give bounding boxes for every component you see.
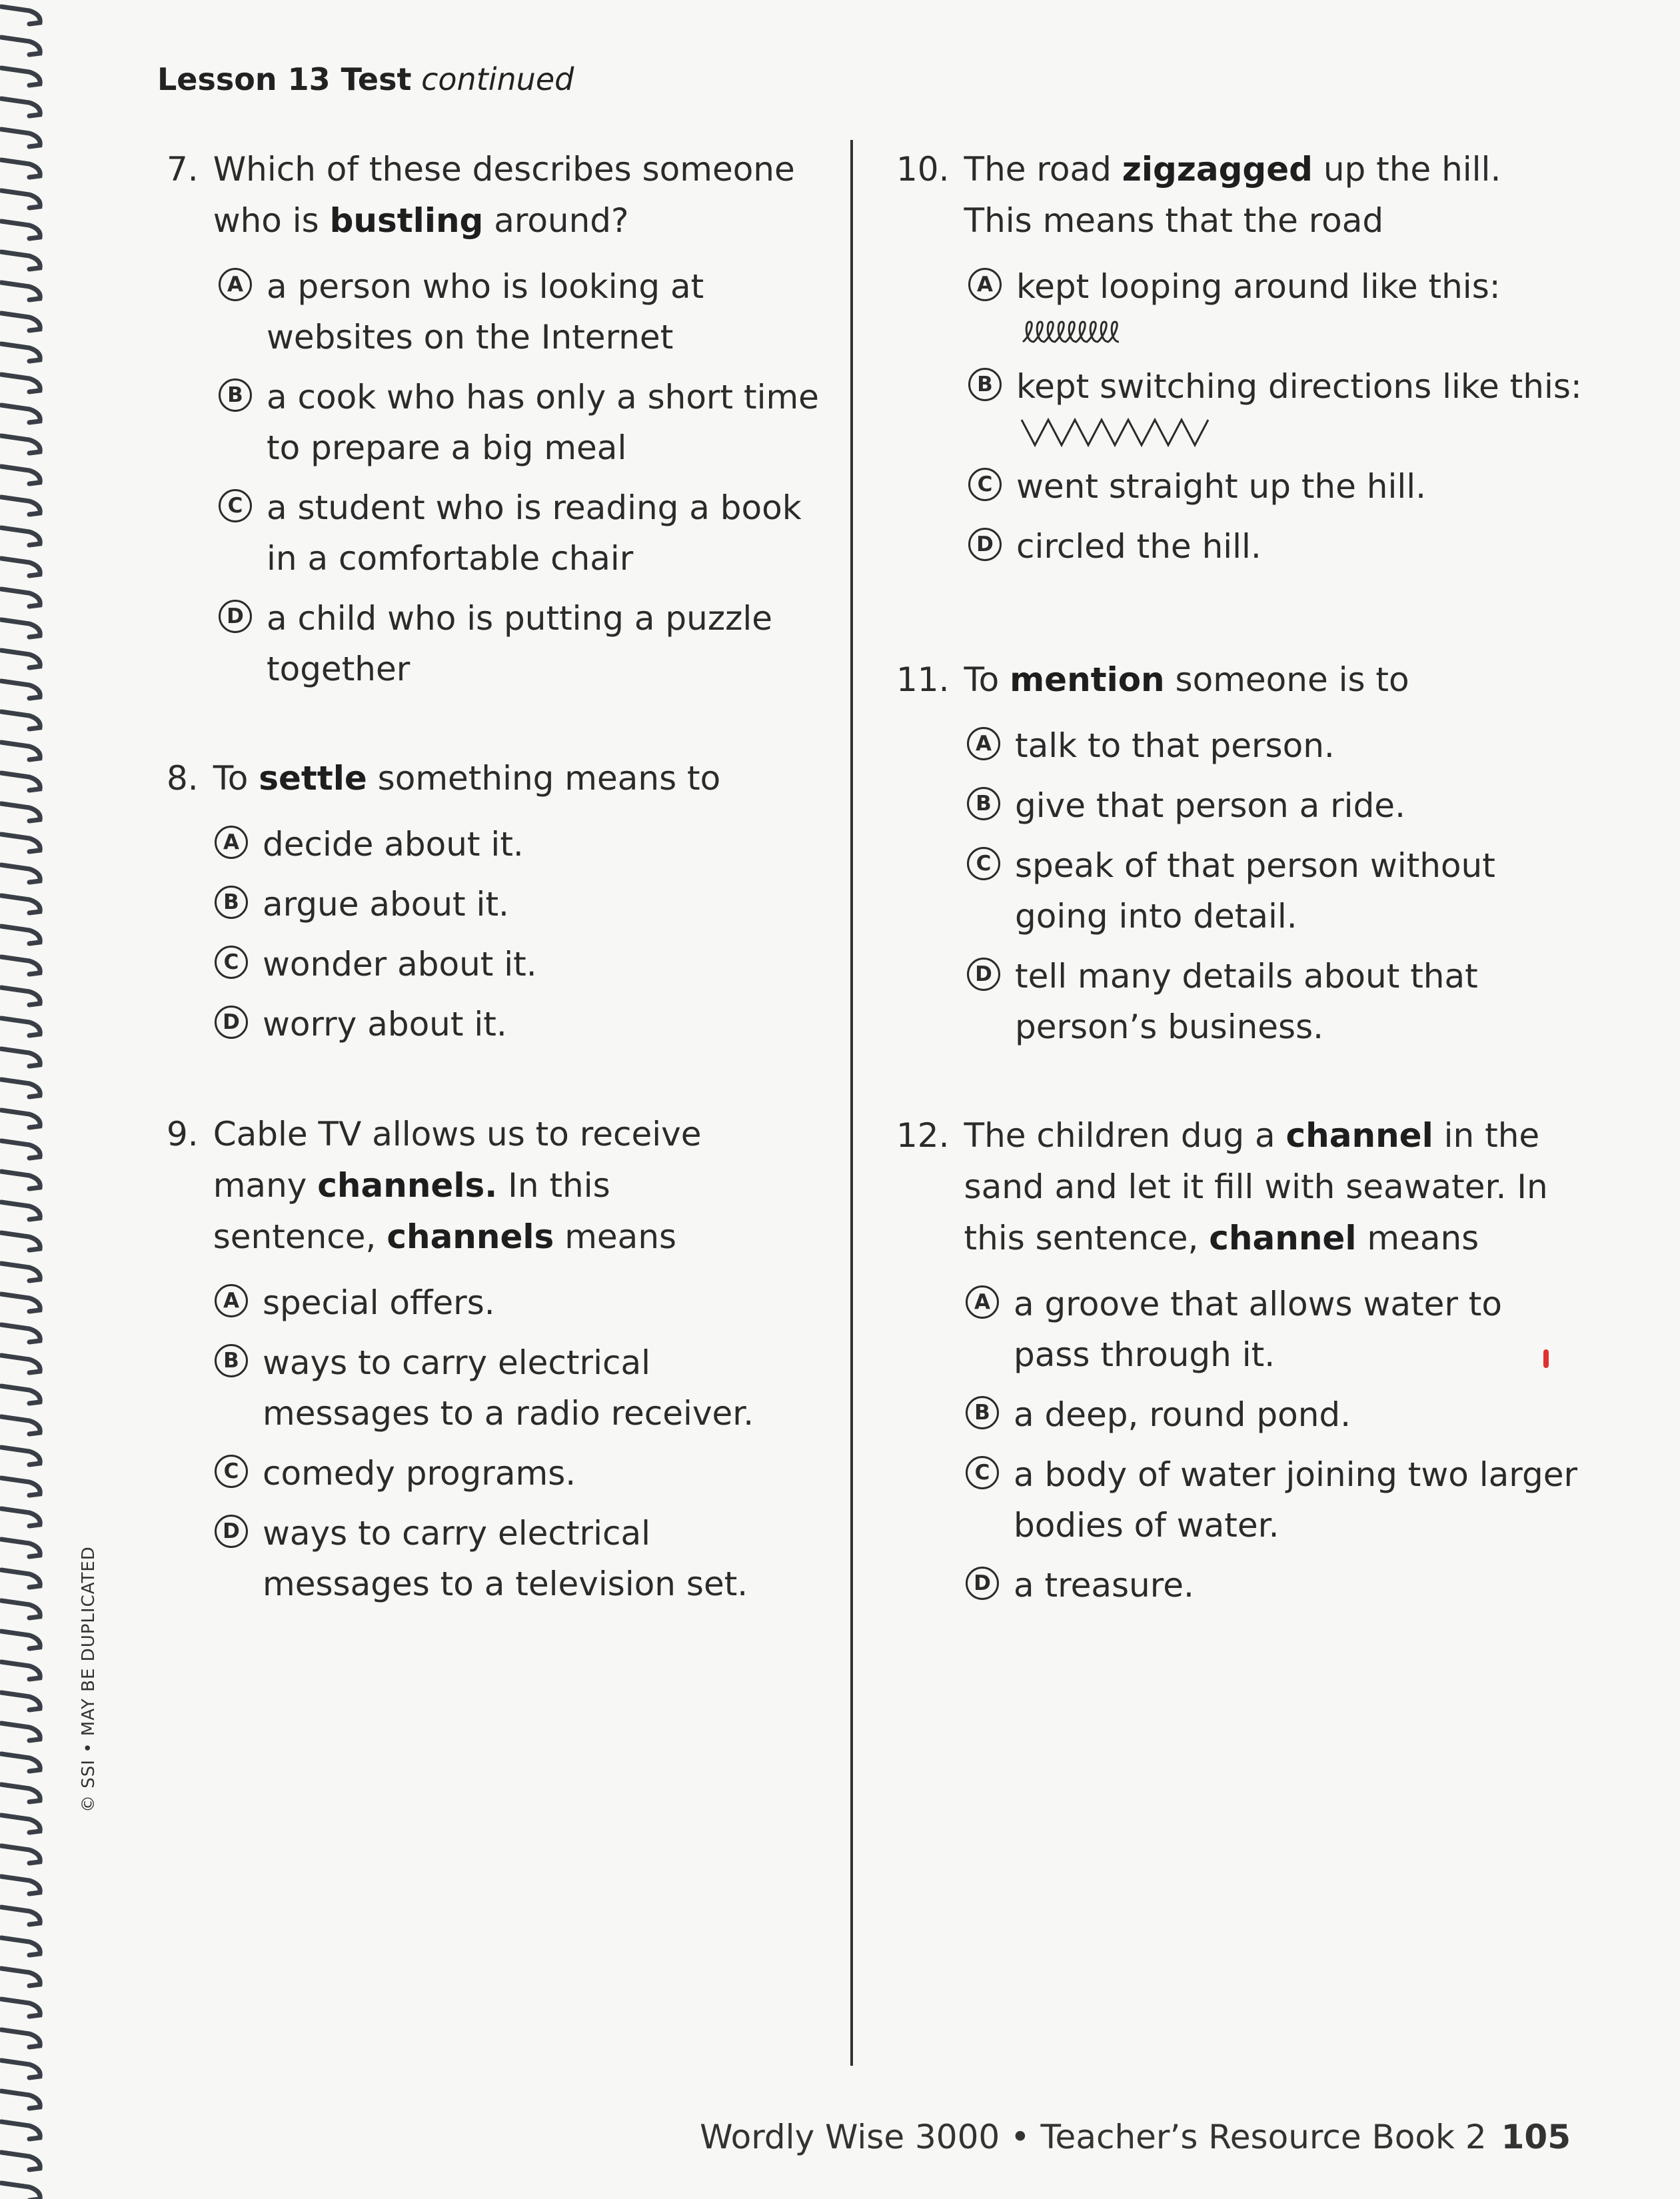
spiral-coil bbox=[1, 2152, 40, 2170]
letter-d-bubble[interactable]: D bbox=[215, 1006, 248, 1039]
question-number: 9. bbox=[167, 1115, 199, 1153]
letter-c-bubble[interactable]: C bbox=[967, 847, 1000, 880]
question-stem: The road zigzagged up the hill. This means that the road bbox=[964, 150, 1501, 240]
letter-d-bubble[interactable]: D bbox=[966, 1567, 999, 1600]
spiral-coil bbox=[1, 344, 40, 361]
spiral-coil bbox=[1, 1417, 40, 1434]
spiral-coil bbox=[1, 252, 40, 269]
answer-option[interactable]: A decide about it. bbox=[215, 819, 826, 870]
spiral-coil bbox=[1, 865, 40, 882]
spiral-coil bbox=[1, 37, 40, 55]
answer-option[interactable]: A special offers. bbox=[215, 1277, 826, 1328]
letter-a-bubble[interactable]: A bbox=[215, 826, 248, 859]
spiral-coil bbox=[1, 1631, 40, 1649]
answer-option[interactable]: C a body of water joining two larger bodies of water. bbox=[966, 1449, 1579, 1551]
spiral-coil bbox=[1, 1815, 40, 1832]
answer-option[interactable]: D worry about it. bbox=[215, 999, 826, 1050]
question-12 bbox=[896, 1110, 1589, 1620]
spiral-coil bbox=[1, 2122, 40, 2139]
spiral-coil bbox=[1, 68, 40, 85]
spiral-coil bbox=[1, 1294, 40, 1311]
letter-b-bubble[interactable]: B bbox=[966, 1396, 999, 1429]
letter-a-bubble[interactable]: A bbox=[215, 1284, 248, 1317]
spiral-coil bbox=[1, 1325, 40, 1342]
answer-option[interactable]: C wonder about it. bbox=[215, 939, 826, 990]
answer-options bbox=[896, 261, 1589, 572]
letter-a-bubble[interactable]: A bbox=[219, 268, 252, 301]
spiral-coil bbox=[1, 2060, 40, 2078]
spiral-coil bbox=[1, 773, 40, 790]
question-number: 8. bbox=[167, 759, 199, 798]
answer-option[interactable]: C went straight up the hill. bbox=[968, 461, 1589, 512]
spiral-coil bbox=[1, 804, 40, 821]
spiral-coil bbox=[1, 1999, 40, 2016]
spiral-coil bbox=[1, 896, 40, 913]
question-number: 7. bbox=[167, 150, 199, 189]
spiral-coil bbox=[1, 1539, 40, 1557]
page-header bbox=[157, 61, 574, 97]
question-number: 11. bbox=[896, 660, 950, 699]
question-number: 10. bbox=[896, 150, 950, 189]
zigzag-illustration bbox=[1016, 412, 1216, 452]
spiral-binding bbox=[0, 0, 53, 2199]
spiral-coil bbox=[1, 834, 40, 852]
spiral-coil bbox=[1, 957, 40, 974]
spiral-coil bbox=[1, 1049, 40, 1066]
answer-option[interactable]: B a cook who has only a short time to prepare a big meal bbox=[219, 372, 826, 473]
answer-options bbox=[896, 1279, 1579, 1611]
lesson-title: Lesson 13 Test bbox=[157, 61, 412, 97]
spiral-coil bbox=[1, 405, 40, 422]
letter-d-bubble[interactable]: D bbox=[215, 1515, 248, 1548]
page-number: 105 bbox=[1501, 2118, 1571, 2156]
spiral-coil bbox=[1, 1570, 40, 1587]
spiral-coil bbox=[1, 1601, 40, 1618]
spiral-coil bbox=[1, 712, 40, 729]
question-stem: The children dug a channel in the sand and let it fill with seawater. In this sentence, channel means bbox=[964, 1116, 1548, 1257]
answer-option[interactable]: C comedy programs. bbox=[215, 1448, 826, 1499]
question-9 bbox=[167, 1109, 826, 1619]
spiral-coil bbox=[1, 1693, 40, 1710]
answer-option[interactable]: B a deep, round pond. bbox=[966, 1389, 1579, 1440]
answer-option[interactable]: B kept switching directions like this: bbox=[968, 361, 1589, 452]
spiral-coil bbox=[1, 497, 40, 514]
copyright-note: © SSI • MAY BE DUPLICATED bbox=[79, 1546, 99, 1813]
spiral-coil bbox=[1, 1509, 40, 1526]
vocab-word: channels bbox=[387, 1217, 554, 1256]
spiral-coil bbox=[1, 1968, 40, 1986]
book-title: Wordly Wise 3000 • Teacher’s Resource Book 2 bbox=[700, 2118, 1487, 2156]
vocab-word: channel bbox=[1209, 1219, 1357, 1257]
spiral-coil bbox=[1, 1141, 40, 1158]
spiral-coil bbox=[1, 926, 40, 944]
spiral-coil bbox=[1, 1938, 40, 1955]
letter-b-bubble[interactable]: B bbox=[219, 378, 252, 412]
answer-option[interactable]: D tell many details about that person’s business. bbox=[967, 951, 1513, 1052]
spiral-coil bbox=[1, 650, 40, 668]
loop-squiggle-illustration bbox=[1016, 312, 1216, 352]
spiral-coil bbox=[1, 129, 40, 147]
question-8 bbox=[167, 753, 826, 1059]
spiral-coil bbox=[1, 1233, 40, 1250]
spiral-coil bbox=[1, 1202, 40, 1219]
spiral-coil bbox=[1, 1754, 40, 1771]
spiral-coil bbox=[1, 1447, 40, 1465]
letter-b-bubble[interactable]: B bbox=[215, 1344, 248, 1377]
question-stem: Cable TV allows us to receive many channels. In this sentence, channels means bbox=[213, 1115, 702, 1256]
spiral-coil bbox=[1, 436, 40, 453]
spiral-coil bbox=[1, 528, 40, 545]
letter-c-bubble[interactable]: C bbox=[966, 1456, 999, 1489]
question-11 bbox=[896, 654, 1589, 1062]
spiral-coil bbox=[1, 283, 40, 300]
vocab-word: channel bbox=[1285, 1116, 1433, 1155]
red-pen-mark bbox=[1543, 1349, 1549, 1368]
vocab-word: mention bbox=[1010, 660, 1165, 699]
spiral-coil bbox=[1, 466, 40, 484]
answer-option[interactable]: A kept looping around like this: bbox=[968, 261, 1589, 352]
vocab-word: zigzagged bbox=[1122, 150, 1313, 189]
question-stem: Which of these describes someone who is bustling around? bbox=[213, 150, 795, 240]
answer-option[interactable]: D a child who is putting a puzzle together bbox=[219, 593, 826, 694]
continued-label: continued bbox=[421, 61, 574, 97]
spiral-coil bbox=[1, 1171, 40, 1189]
spiral-coil bbox=[1, 1662, 40, 1679]
answer-option[interactable]: C speak of that person without going into detail. bbox=[967, 840, 1513, 942]
spiral-coil bbox=[1, 7, 40, 24]
answer-option[interactable]: A a person who is looking at websites on the Internet bbox=[219, 261, 826, 363]
letter-c-bubble[interactable]: C bbox=[219, 489, 252, 522]
answer-option[interactable]: C a student who is reading a book in a comfortable chair bbox=[219, 482, 826, 584]
spiral-coil bbox=[1, 99, 40, 116]
vocab-word: channels. bbox=[317, 1166, 498, 1205]
spiral-coil bbox=[1, 589, 40, 606]
vocab-word: bustling bbox=[329, 201, 484, 240]
spiral-coil bbox=[1, 1110, 40, 1127]
answer-option[interactable]: D a treasure. bbox=[966, 1560, 1579, 1611]
spiral-coil bbox=[1, 1386, 40, 1403]
answer-option[interactable]: D ways to carry electrical messages to a television set. bbox=[215, 1508, 826, 1609]
letter-a-bubble[interactable]: A bbox=[967, 727, 1000, 760]
spiral-coil bbox=[1, 1478, 40, 1495]
spiral-coil bbox=[1, 2183, 40, 2199]
vocab-word: settle bbox=[259, 759, 367, 798]
spiral-coil bbox=[1, 2091, 40, 2108]
letter-b-bubble[interactable]: B bbox=[215, 886, 248, 919]
question-number: 12. bbox=[896, 1116, 950, 1155]
answer-option[interactable]: B ways to carry electrical messages to a radio receiver. bbox=[215, 1337, 826, 1439]
question-10 bbox=[896, 144, 1589, 581]
question-stem: To mention someone is to bbox=[964, 660, 1409, 699]
spiral-coil bbox=[1, 1263, 40, 1281]
spiral-coil bbox=[1, 1723, 40, 1741]
spiral-coil bbox=[1, 681, 40, 698]
letter-c-bubble[interactable]: C bbox=[215, 1455, 248, 1488]
answer-option[interactable]: A a groove that allows water to pass through it. bbox=[966, 1279, 1579, 1380]
letter-d-bubble[interactable]: D bbox=[967, 958, 1000, 991]
answer-option[interactable]: B give that person a ride. bbox=[967, 780, 1513, 831]
letter-a-bubble[interactable]: A bbox=[968, 268, 1002, 301]
letter-b-bubble[interactable]: B bbox=[968, 368, 1002, 401]
letter-d-bubble[interactable]: D bbox=[219, 600, 252, 633]
spiral-coil bbox=[1, 1018, 40, 1036]
spiral-coil bbox=[1, 1785, 40, 1802]
question-7 bbox=[167, 144, 826, 704]
answer-options bbox=[167, 819, 826, 1050]
answer-options bbox=[896, 720, 1513, 1052]
letter-c-bubble[interactable]: C bbox=[968, 468, 1002, 501]
spiral-coil bbox=[1, 374, 40, 392]
spiral-coil bbox=[1, 1907, 40, 1924]
spiral-coil bbox=[1, 620, 40, 637]
answer-option[interactable]: D circled the hill. bbox=[968, 521, 1589, 572]
letter-b-bubble[interactable]: B bbox=[967, 787, 1000, 820]
spiral-coil bbox=[1, 1876, 40, 1894]
spiral-coil bbox=[1, 160, 40, 177]
spiral-coil bbox=[1, 742, 40, 760]
answer-option[interactable]: B argue about it. bbox=[215, 879, 826, 930]
spiral-coil bbox=[1, 558, 40, 576]
question-stem: To settle something means to bbox=[213, 759, 721, 798]
spiral-coil bbox=[1, 1080, 40, 1097]
spiral-coil bbox=[1, 1355, 40, 1373]
spiral-coil bbox=[1, 313, 40, 331]
answer-options bbox=[167, 1277, 826, 1609]
answer-options bbox=[167, 261, 826, 694]
spiral-coil bbox=[1, 221, 40, 239]
answer-option[interactable]: A talk to that person. bbox=[967, 720, 1513, 771]
page-footer bbox=[700, 2118, 1571, 2156]
letter-a-bubble[interactable]: A bbox=[966, 1285, 999, 1319]
column-divider bbox=[850, 140, 853, 2066]
spiral-coil bbox=[1, 1846, 40, 1863]
letter-d-bubble[interactable]: D bbox=[968, 528, 1002, 561]
spiral-coil bbox=[1, 988, 40, 1005]
letter-c-bubble[interactable]: C bbox=[215, 946, 248, 979]
spiral-coil bbox=[1, 2030, 40, 2047]
spiral-coil bbox=[1, 191, 40, 208]
